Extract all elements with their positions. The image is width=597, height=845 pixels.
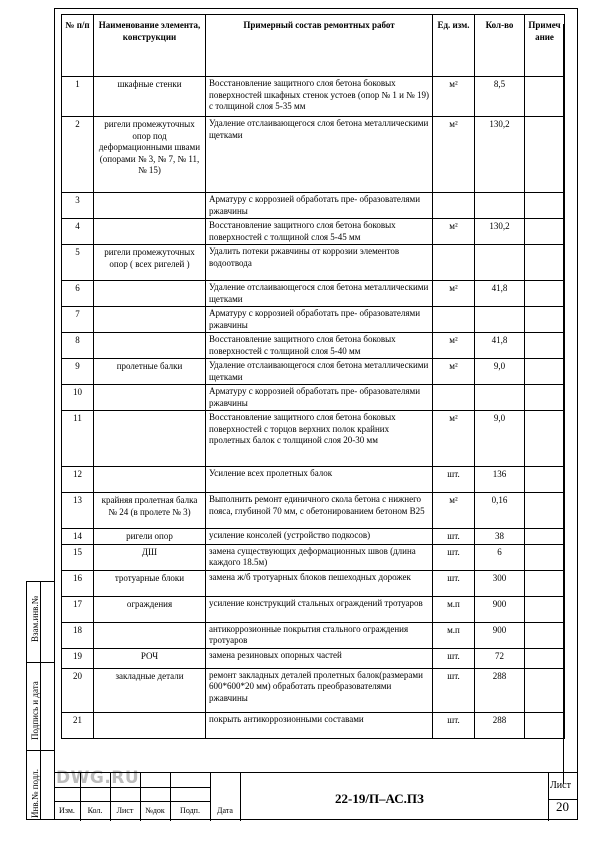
cell-num: 13 — [62, 493, 94, 529]
cell-num: 18 — [62, 622, 94, 648]
cell-note — [525, 385, 565, 411]
table-row — [62, 529, 565, 545]
cell-name — [94, 281, 206, 307]
sign-date-label: Подпись и дата — [30, 681, 40, 740]
cell-work: Усиление всех пролетных балок — [206, 467, 433, 493]
cell-name: тротуарные блоки — [94, 570, 206, 596]
cell-qty: 900 — [475, 622, 525, 648]
cell-work: Восстановление защитного слоя бетона боковых поверхностей с толщиной слоя 5-40 мм — [206, 333, 433, 359]
cell-note — [525, 493, 565, 529]
tb-kol: Кол. — [87, 806, 103, 815]
table-row — [62, 544, 565, 570]
cell-num: 8 — [62, 333, 94, 359]
cell-num: 19 — [62, 648, 94, 668]
cell-num: 6 — [62, 281, 94, 307]
cell-qty: 8,5 — [475, 77, 525, 117]
cell-qty — [475, 307, 525, 333]
cell-name — [94, 333, 206, 359]
cell-note — [525, 544, 565, 570]
cell-unit — [433, 385, 475, 411]
cell-unit: шт. — [433, 648, 475, 668]
table-row — [62, 385, 565, 411]
cell-num: 12 — [62, 467, 94, 493]
cell-name: РОЧ — [94, 648, 206, 668]
cell-qty: 9,0 — [475, 411, 525, 467]
cell-unit: м² — [433, 359, 475, 385]
cell-qty — [475, 385, 525, 411]
table-row — [62, 117, 565, 193]
cell-note — [525, 411, 565, 467]
cell-unit: шт. — [433, 529, 475, 545]
cell-work: Восстановление защитного слоя бетона боковых поверхностей шкафных стенок устоев (опор № 1 и № 19) с толщиной слоя 5-35 мм — [206, 77, 433, 117]
cell-note — [525, 648, 565, 668]
cell-note — [525, 77, 565, 117]
cell-qty: 300 — [475, 570, 525, 596]
cell-qty — [475, 193, 525, 219]
cell-note — [525, 570, 565, 596]
cell-work: покрыть антикоррозионными составами — [206, 712, 433, 738]
cell-unit — [433, 193, 475, 219]
cell-name: крайняя пролетная балка № 24 (в пролете № 3) — [94, 493, 206, 529]
cell-note — [525, 245, 565, 281]
cell-name — [94, 307, 206, 333]
cell-note — [525, 333, 565, 359]
cell-note — [525, 307, 565, 333]
cell-qty: 288 — [475, 712, 525, 738]
cell-name — [94, 219, 206, 245]
cell-num: 7 — [62, 307, 94, 333]
cell-qty: 0,16 — [475, 493, 525, 529]
cell-note — [525, 596, 565, 622]
cell-work: усиление конструкций стальных ограждений тротуаров — [206, 596, 433, 622]
cell-name — [94, 467, 206, 493]
table-row — [62, 570, 565, 596]
tb-izm: Изм. — [59, 806, 75, 815]
table-row — [62, 77, 565, 117]
document-code: 22-19/П–АС.ПЗ — [335, 791, 424, 806]
table-row — [62, 359, 565, 385]
cell-note — [525, 219, 565, 245]
header-note: Примечание — [525, 15, 565, 77]
table-row — [62, 493, 565, 529]
cell-unit: м.п — [433, 596, 475, 622]
cell-num: 21 — [62, 712, 94, 738]
cell-note — [525, 193, 565, 219]
cell-num: 14 — [62, 529, 94, 545]
cell-unit: шт. — [433, 467, 475, 493]
cell-qty: 130,2 — [475, 219, 525, 245]
table-row — [62, 307, 565, 333]
cell-name: ригели промежуточных опор ( всех ригелей ) — [94, 245, 206, 281]
cell-name — [94, 411, 206, 467]
table-row — [62, 245, 565, 281]
cell-work: Восстановление защитного слоя бетона боковых поверхностей с торцов верхних полок крайних пролетных балок с толщиной слоя 20-30 мм — [206, 411, 433, 467]
cell-work: замена существующих деформационных швов (длина каждого 18.5м) — [206, 544, 433, 570]
cell-work: Удаление отслаивающегося слоя бетона металлическими щетками — [206, 359, 433, 385]
frame-margin-line — [563, 24, 578, 784]
cell-unit: шт. — [433, 668, 475, 712]
header-name: Наименование элемента, конструкции — [94, 15, 206, 77]
cell-qty: 288 — [475, 668, 525, 712]
cell-name — [94, 712, 206, 738]
cell-unit: м² — [433, 333, 475, 359]
cell-work: замена ж/б тротуарных блоков пешеходных дорожек — [206, 570, 433, 596]
sheet-number: 20 — [556, 799, 569, 814]
cell-qty: 900 — [475, 596, 525, 622]
cell-name: ригели промежуточных опор под деформационными швами (опорами № 3, № 7, № 11, № 15) — [94, 117, 206, 193]
table-row — [62, 668, 565, 712]
cell-name: пролетные балки — [94, 359, 206, 385]
table-body — [62, 77, 565, 739]
cell-note — [525, 117, 565, 193]
cell-num: 10 — [62, 385, 94, 411]
cell-work: усиление консолей (устройство подкосов) — [206, 529, 433, 545]
tb-data: Дата — [217, 806, 233, 815]
cell-work: Арматуру с коррозией обработать пре- образователями ржавчины — [206, 385, 433, 411]
cell-num: 3 — [62, 193, 94, 219]
cell-note — [525, 622, 565, 648]
table-row — [62, 281, 565, 307]
cell-note — [525, 712, 565, 738]
table-row — [62, 333, 565, 359]
cell-unit: м² — [433, 493, 475, 529]
cell-name: закладные детали — [94, 668, 206, 712]
cell-qty: 130,2 — [475, 117, 525, 193]
table-row — [62, 712, 565, 738]
cell-note — [525, 529, 565, 545]
cell-work: Арматуру с коррозией обработать пре- образователями ржавчины — [206, 307, 433, 333]
cell-name — [94, 385, 206, 411]
cell-num: 15 — [62, 544, 94, 570]
cell-name: ДШ — [94, 544, 206, 570]
cell-qty: 9,0 — [475, 359, 525, 385]
cell-unit: м² — [433, 411, 475, 467]
cell-work: Удаление отслаивающегося слоя бетона металлическими щетками — [206, 117, 433, 193]
cell-num: 20 — [62, 668, 94, 712]
cell-num: 9 — [62, 359, 94, 385]
table-row — [62, 467, 565, 493]
table-row — [62, 622, 565, 648]
cell-unit: шт. — [433, 544, 475, 570]
cell-name: ограждения — [94, 596, 206, 622]
watermark-logo: DWG.RU — [56, 768, 140, 788]
table-row — [62, 193, 565, 219]
inv-original-label: Инв.№ подл. — [30, 768, 40, 818]
cell-work: Удаление отслаивающегося слоя бетона металлическими щетками — [206, 281, 433, 307]
cell-work: Арматуру с коррозией обработать пре- образователями ржавчины — [206, 193, 433, 219]
cell-num: 5 — [62, 245, 94, 281]
cell-num: 4 — [62, 219, 94, 245]
cell-unit: м² — [433, 219, 475, 245]
tb-podp: Подп. — [180, 806, 200, 815]
cell-work: Выполнить ремонт единичного скола бетона с нижнего пояса, глубиной 70 мм, с обетонированием бетоном В25 — [206, 493, 433, 529]
cell-note — [525, 359, 565, 385]
cell-work: ремонт закладных деталей пролетных балок(размерами 600*600*20 мм) обработать преобразователями ржавчины — [206, 668, 433, 712]
table-row — [62, 648, 565, 668]
cell-qty: 38 — [475, 529, 525, 545]
cell-name: шкафные стенки — [94, 77, 206, 117]
cell-num: 17 — [62, 596, 94, 622]
cell-qty: 41,8 — [475, 281, 525, 307]
replace-inv-label: Взам.инв.№ — [30, 595, 40, 642]
header-qty: Кол-во — [475, 15, 525, 77]
cell-name — [94, 622, 206, 648]
cell-note — [525, 467, 565, 493]
cell-qty — [475, 245, 525, 281]
table-header-row — [62, 15, 565, 77]
side-stamp — [26, 581, 54, 820]
cell-unit — [433, 245, 475, 281]
header-work: Примерный состав ремонтных работ — [206, 15, 433, 77]
sheet-label: Лист — [550, 780, 571, 791]
table-row — [62, 411, 565, 467]
cell-num: 16 — [62, 570, 94, 596]
cell-num: 11 — [62, 411, 94, 467]
table-row — [62, 219, 565, 245]
tb-ndok: №док — [145, 806, 165, 815]
cell-note — [525, 281, 565, 307]
header-unit: Ед. изм. — [433, 15, 475, 77]
header-num: № п/п — [62, 15, 94, 77]
cell-note — [525, 668, 565, 712]
cell-unit: м² — [433, 77, 475, 117]
cell-work: Восстановление защитного слоя бетона боковых поверхностей с толщиной слоя 5-45 мм — [206, 219, 433, 245]
cell-unit: шт. — [433, 712, 475, 738]
repair-works-table — [61, 14, 565, 739]
tb-list: Лист — [116, 806, 134, 815]
table-row — [62, 596, 565, 622]
cell-name — [94, 193, 206, 219]
title-block — [54, 772, 578, 821]
cell-num: 1 — [62, 77, 94, 117]
cell-qty: 41,8 — [475, 333, 525, 359]
cell-qty: 72 — [475, 648, 525, 668]
cell-unit: м.п — [433, 622, 475, 648]
cell-qty: 136 — [475, 467, 525, 493]
cell-work: антикоррозионные покрытия стального ограждения тротуаров — [206, 622, 433, 648]
cell-unit — [433, 307, 475, 333]
cell-work: Удалить потеки ржавчины от коррозии элементов водоотвода — [206, 245, 433, 281]
cell-unit: м² — [433, 117, 475, 193]
cell-work: замена резиновых опорных частей — [206, 648, 433, 668]
cell-name: ригели опор — [94, 529, 206, 545]
cell-unit: шт. — [433, 570, 475, 596]
cell-num: 2 — [62, 117, 94, 193]
cell-qty: 6 — [475, 544, 525, 570]
cell-unit: м² — [433, 281, 475, 307]
